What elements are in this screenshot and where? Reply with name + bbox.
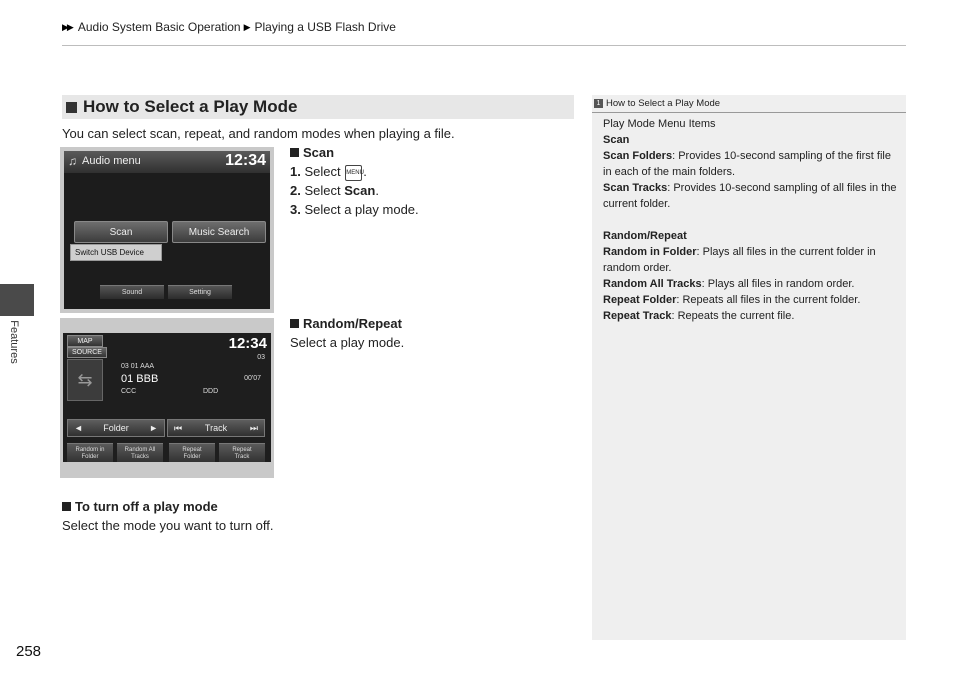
track-selector[interactable]: ⏮ Track ⏭ (167, 419, 265, 437)
side-tab-label: Features (8, 320, 20, 364)
track-counter: 03 (257, 354, 265, 361)
setting-button[interactable]: Setting (168, 285, 232, 299)
note-icon: 1 (594, 99, 603, 108)
folder-selector[interactable]: ◄ Folder ► (67, 419, 165, 437)
elapsed-time: 00'07 (244, 375, 261, 382)
square-bullet-icon (62, 502, 71, 511)
notes-body (603, 116, 898, 324)
scan-step-2: 2. Select Scan. (290, 183, 379, 198)
square-bullet-icon (66, 102, 77, 113)
notes-panel (592, 95, 906, 640)
breadcrumb-item-audio[interactable]: Audio System Basic Operation (77, 20, 241, 34)
notes-random-all-tracks: Random All Tracks: Plays all files in random order. (603, 278, 855, 290)
next-track-icon[interactable]: ⏭ (249, 422, 258, 433)
usb-icon: ⇆ (67, 359, 103, 401)
random-repeat-heading: Random/Repeat (290, 314, 404, 333)
audio-menu-title: Audio menu (82, 155, 141, 167)
screen-clock: 12:34 (225, 152, 266, 169)
breadcrumb (62, 20, 396, 34)
random-repeat-instructions (290, 314, 404, 352)
album-name: DDD (203, 388, 219, 395)
source-button[interactable]: SOURCE (67, 347, 107, 358)
map-button[interactable]: MAP (67, 335, 103, 347)
notes-title: How to Select a Play Mode (606, 98, 721, 109)
breadcrumb-item-usb[interactable]: Playing a USB Flash Drive (254, 20, 396, 34)
notes-random-in-folder: Random in Folder: Plays all files in the current folder in random order. (603, 246, 876, 274)
scan-button[interactable]: Scan (74, 221, 168, 243)
menu-button-icon: MENU (345, 165, 362, 181)
scan-heading: Scan (290, 143, 419, 162)
header-divider (62, 45, 906, 46)
notes-scan-heading: Scan (603, 134, 630, 146)
play-mode-screenshot (60, 318, 274, 478)
double-arrow-icon: ▶▶ (62, 21, 72, 32)
audio-menu-header (64, 151, 270, 173)
scan-instructions (290, 143, 419, 219)
section-intro: You can select scan, repeat, and random modes when playing a file. (62, 126, 455, 141)
notes-repeat-folder: Repeat Folder: Repeats all files in the current folder. (603, 294, 861, 306)
notes-intro: Play Mode Menu Items (603, 118, 716, 130)
repeat-track-button[interactable]: Repeat Track (219, 443, 265, 462)
turn-off-heading: To turn off a play mode (62, 497, 274, 516)
prev-track-icon[interactable]: ⏮ (174, 422, 183, 433)
music-note-icon: ♫ (68, 154, 77, 168)
notes-header (592, 95, 906, 113)
repeat-folder-button[interactable]: Repeat Folder (169, 443, 215, 462)
page-number: 258 (16, 643, 42, 660)
section-header (62, 95, 574, 119)
notes-scan-folders: Scan Folders: Provides 10-second sampling of the first file in each of the main folders. (603, 150, 891, 178)
scan-step-3: 3. Select a play mode. (290, 202, 419, 217)
play-mode-display (63, 333, 271, 462)
sound-button[interactable]: Sound (100, 285, 164, 299)
audio-menu-screenshot (60, 147, 274, 313)
random-all-tracks-button[interactable]: Random All Tracks (117, 443, 163, 462)
next-folder-icon[interactable]: ► (149, 423, 158, 433)
random-repeat-text: Select a play mode. (290, 335, 405, 350)
music-search-button[interactable]: Music Search (172, 221, 266, 243)
audio-menu-display (64, 151, 270, 309)
notes-random-heading: Random/Repeat (603, 230, 687, 242)
switch-usb-device-button[interactable]: Switch USB Device (70, 244, 162, 261)
notes-repeat-track: Repeat Track: Repeats the current file. (603, 310, 795, 322)
random-in-folder-button[interactable]: Random in Folder (67, 443, 113, 462)
prev-folder-icon[interactable]: ◄ (74, 423, 83, 433)
notes-spacer (603, 212, 898, 228)
track-number: 03 01 AAA (121, 363, 155, 370)
scan-step-1: 1. Select MENU. (290, 164, 367, 179)
arrow-icon: ▶ (243, 21, 249, 32)
artist-name: CCC (121, 388, 137, 395)
track-title: 01 BBB (121, 373, 159, 385)
turn-off-instructions (62, 497, 274, 535)
section-title: How to Select a Play Mode (83, 97, 298, 116)
turn-off-text: Select the mode you want to turn off. (62, 518, 274, 533)
square-bullet-icon (290, 148, 299, 157)
screen-clock: 12:34 (228, 335, 267, 352)
notes-scan-tracks: Scan Tracks: Provides 10-second sampling of all files in the current folder. (603, 182, 897, 210)
square-bullet-icon (290, 319, 299, 328)
